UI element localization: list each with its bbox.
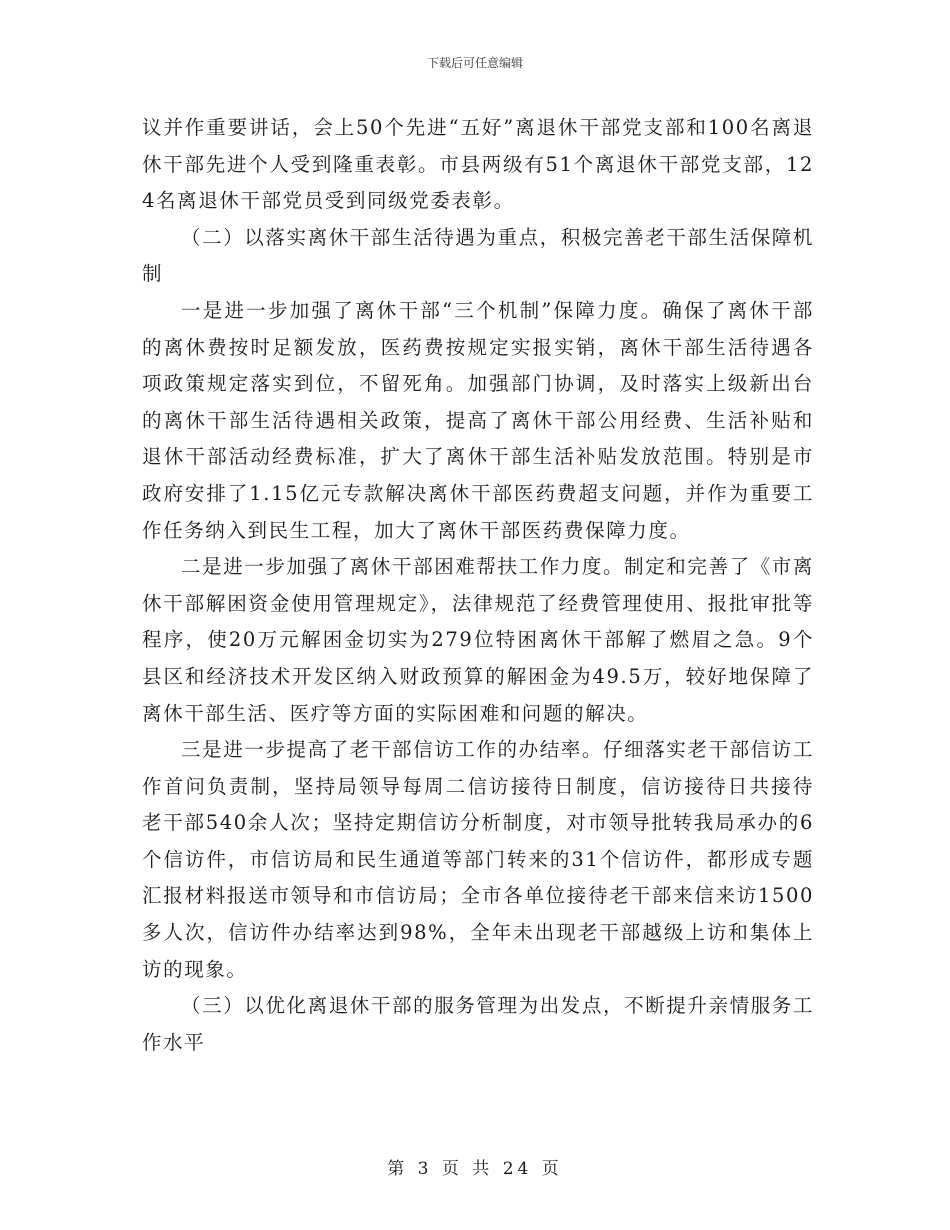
section-heading-3: （三）以优化离退休干部的服务管理为出发点，不断提升亲情服务工作水平 — [142, 994, 815, 1054]
paragraph-item-2: 二是进一步加强了离休干部困难帮扶工作力度。制定和完善了《市离休干部解困资金使用管理规定》，法律规范了经费管理使用、报批审批等程序，使20万元解困金切实为279位特困离休干部解了燃眉之急。9个县区和经济技术开发区纳入财政预算的解困金为49.5万，较好地保障了离休干部生活、医疗等方面的实际困难和问题的解决。 — [142, 555, 815, 725]
page-number-footer: 第 3 页 共 24 页 — [387, 1159, 563, 1179]
paragraph-item-1: 一是进一步加强了离休干部“三个机制”保障力度。确保了离休干部的离休费按时足额发放，医药费按规定实报实销，离休干部生活待遇各项政策规定落实到位，不留死角。加强部门协调，及时落实上级新出台的离休干部生活待遇相关政策，提高了离休干部公用经费、生活补贴和退休干部活动经费标准，扩大了离休干部生活补贴发放范围。特别是市政府安排了1.15亿元专款解决离休干部医药费超支问题，并作为重要工作任务纳入到民生工程，加大了离休干部医药费保障力度。 — [142, 298, 814, 542]
document-body — [142, 110, 814, 1061]
section-heading-2: （二）以落实离休干部生活待遇为重点，积极完善老干部生活保障机制 — [142, 225, 815, 286]
paragraph-item-3: 三是进一步提高了老干部信访工作的办结率。仔细落实老干部信访工作首问负责制，坚持局领导每周二信访接待日制度，信访接待日共接待老干部540余人次；坚持定期信访分析制度，对市领导批转我局承办的6个信访件，市信访局和民生通道等部门转来的31个信访件，都形成专题汇报材料报送市领导和市信访局；全市各单位接待老干部来信来访1500多人次，信访件办结率达到98%，全年未出现老干部越级上访和集体上访的现象。 — [142, 738, 815, 981]
page-header: 下载后可任意编辑 — [426, 56, 523, 70]
paragraph-continued: 议并作重要讲话，会上50个先进“五好”离退休干部党支部和100名离退休干部先进个人受到隆重表彰。市县两级有51个离退休干部党支部，124名离退休干部党员受到同级党委表彰。 — [142, 116, 814, 213]
